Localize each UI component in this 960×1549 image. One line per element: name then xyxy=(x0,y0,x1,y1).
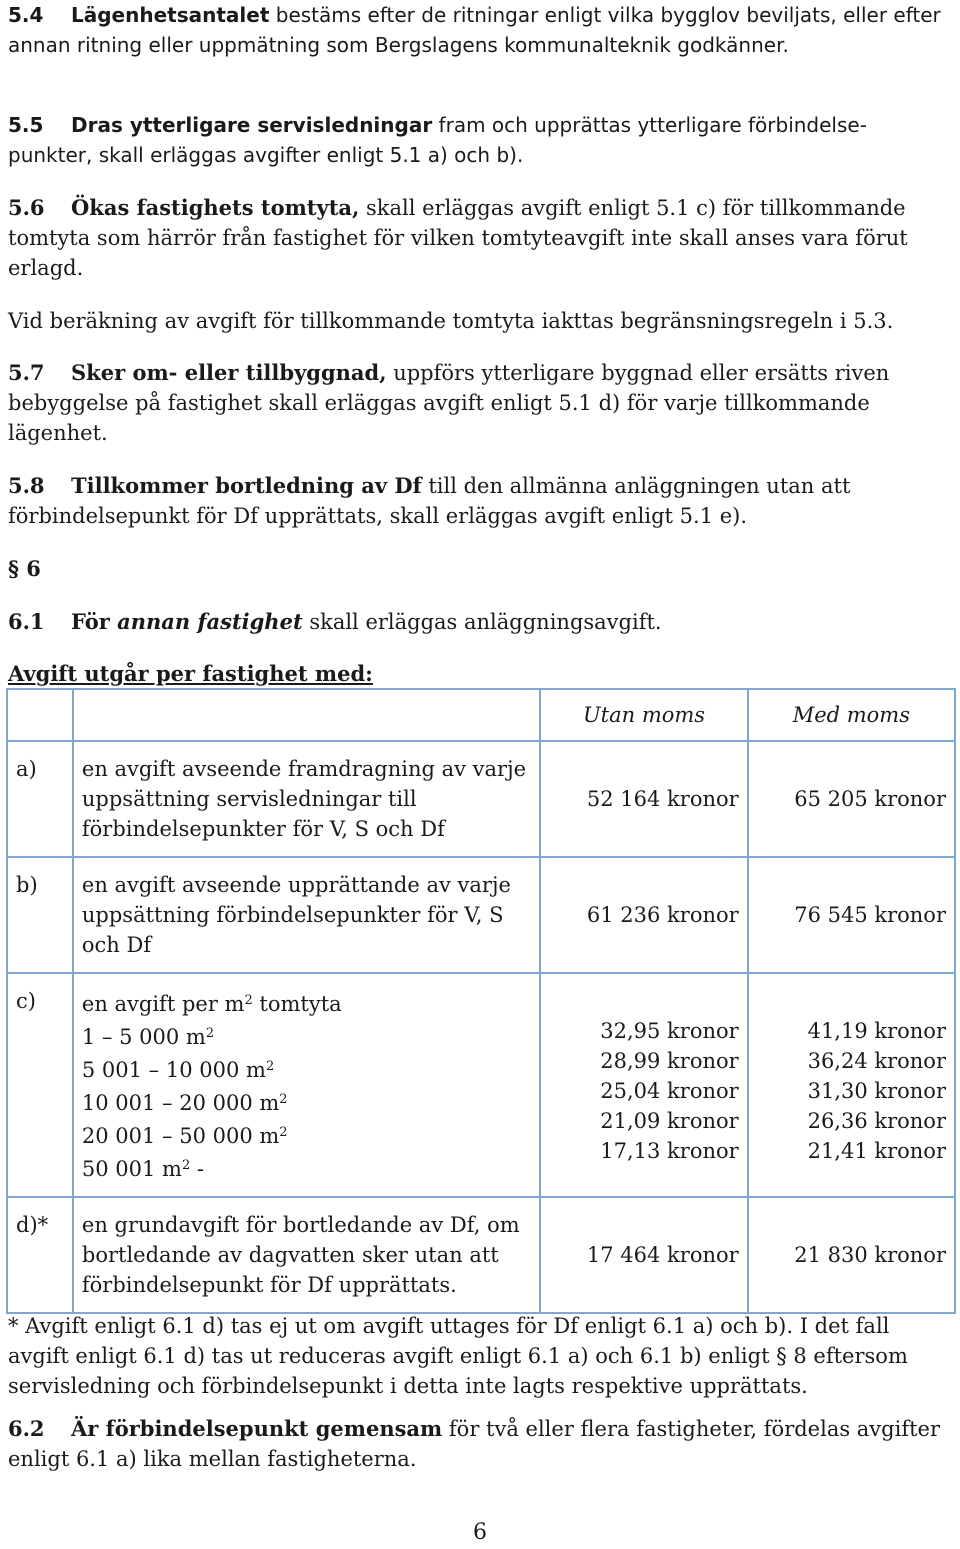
tier-range xyxy=(82,1019,532,1052)
tier-range-text: 1 – 5 000 m xyxy=(81,1025,206,1049)
row-label: a) xyxy=(7,741,73,857)
amount-incl-vat: 21 830 kronor xyxy=(748,1197,955,1313)
clause-text: skall erläggas avgift enligt 5.1 c) för tillkommande tomtyta som härrör från fastighet för vilken tomtyteavgift inte skall anses vara förut erlagd. xyxy=(8,196,908,280)
table-row xyxy=(7,857,955,973)
tier-range-text: 10 001 – 20 000 m xyxy=(81,1091,280,1115)
paragraph-5-5 xyxy=(8,110,948,170)
tier-intro-text: tomtyta xyxy=(252,992,342,1016)
clause-number: 6.1 xyxy=(8,609,45,634)
clause-heading: Sker om- eller tillbyggnad, xyxy=(71,360,387,385)
table-row xyxy=(7,973,955,1197)
unit-superscript: 2 xyxy=(205,1026,215,1041)
row-description xyxy=(73,973,541,1197)
clause-heading: För xyxy=(71,609,118,634)
clause-text: uppförs ytterligare byggnad eller ersätts riven bebyggelse på fastighet skall erläggas avgift enligt 5.1 d) för varje tillkommande lägenhet. xyxy=(8,361,890,445)
clause-text: fram och upprättas ytterligare förbindelse-punkter, skall erläggas avgifter enligt 5.1 a) och b). xyxy=(8,113,867,167)
unit-superscript: 2 xyxy=(244,993,253,1008)
amount-excl-vat: 17 464 kronor xyxy=(540,1197,747,1313)
amount-incl-vat: 21,41 kronor xyxy=(807,1139,946,1163)
table-row xyxy=(7,1197,955,1313)
amount-excl-vat: 32,95 kronor xyxy=(600,1019,739,1043)
amount-excl-vat: 61 236 kronor xyxy=(540,857,747,973)
fee-table xyxy=(6,688,956,1314)
table-header-row xyxy=(7,689,955,741)
amount-incl-vat: 26,36 kronor xyxy=(807,1109,946,1133)
amount-incl-vat: 31,30 kronor xyxy=(807,1079,946,1103)
header-excl-vat: Utan moms xyxy=(540,689,747,741)
amount-incl-vat-tiers xyxy=(748,973,955,1197)
header-incl-vat: Med moms xyxy=(748,689,955,741)
paragraph-5-6-note: Vid beräkning av avgift för tillkommande tomtyta iakttas begränsningsregeln i 5.3. xyxy=(8,309,894,333)
table-heading: Avgift utgår per fastighet med: xyxy=(8,661,373,686)
row-label: b) xyxy=(7,857,73,973)
paragraph-6-2 xyxy=(8,1414,948,1474)
amount-excl-vat: 28,99 kronor xyxy=(600,1049,739,1073)
header-empty-cell xyxy=(73,689,541,741)
clause-heading: Lägenhetsantalet xyxy=(71,3,270,27)
clause-number: 5.5 xyxy=(8,113,44,137)
clause-heading: Är förbindelsepunkt gemensam xyxy=(71,1416,443,1441)
tier-range-text: 5 001 – 10 000 m xyxy=(81,1058,266,1082)
unit-superscript: 2 xyxy=(279,1092,288,1107)
amount-incl-vat: 36,24 kronor xyxy=(807,1049,946,1073)
tier-intro-text: en avgift per m xyxy=(81,992,245,1016)
amount-incl-vat: 41,19 kronor xyxy=(807,1019,946,1043)
clause-number: 5.4 xyxy=(8,3,44,27)
amount-incl-vat: 65 205 kronor xyxy=(748,741,955,857)
paragraph-6-1 xyxy=(8,607,948,637)
paragraph-5-6 xyxy=(8,193,948,283)
clause-heading: Tillkommer bortledning av Df xyxy=(71,473,422,498)
amount-excl-vat: 21,09 kronor xyxy=(600,1109,739,1133)
clause-text: för två eller flera fastigheter, fördelas avgifter enligt 6.1 a) lika mellan fastigheterna. xyxy=(8,1417,941,1471)
unit-superscript: 2 xyxy=(181,1158,191,1173)
tier-range xyxy=(82,1052,532,1085)
clause-heading-emphasis: annan fastighet xyxy=(117,609,303,634)
tier-range xyxy=(82,1118,532,1151)
section-heading: § 6 xyxy=(8,556,41,581)
paragraph-5-7 xyxy=(8,358,948,448)
paragraph-5-4 xyxy=(8,0,948,60)
paragraph-5-8 xyxy=(8,471,948,531)
tier-range-suffix: - xyxy=(190,1157,205,1181)
amount-excl-vat: 17,13 kronor xyxy=(600,1139,739,1163)
tier-range xyxy=(82,1151,532,1184)
header-empty-cell xyxy=(7,689,73,741)
clause-text: bestäms efter de ritningar enligt vilka bygglov beviljats, eller efter annan ritning eller uppmätning som Bergslagens kommunalteknik godkänner. xyxy=(8,3,941,57)
clause-number: 5.6 xyxy=(8,195,45,220)
clause-text: till den allmänna anläggningen utan att förbindelsepunkt för Df upprättats, skall erläggas avgift enligt 5.1 e). xyxy=(8,474,851,528)
clause-heading: Ökas fastighets tomtyta, xyxy=(71,195,360,220)
unit-superscript: 2 xyxy=(279,1125,288,1140)
clause-text: skall erläggas anläggningsavgift. xyxy=(302,610,662,634)
clause-number: 5.8 xyxy=(8,473,45,498)
clause-number: 5.7 xyxy=(8,360,45,385)
row-label: c) xyxy=(7,973,73,1197)
table-row xyxy=(7,741,955,857)
tier-range-text: 20 001 – 50 000 m xyxy=(81,1124,280,1148)
row-description: en grundavgift för bortledande av Df, om bortledande av dagvatten sker utan att förbindelsepunkt för Df upprättats. xyxy=(73,1197,541,1313)
tier-range-text: 50 001 m xyxy=(81,1157,182,1181)
row-description: en avgift avseende framdragning av varje uppsättning servisledningar till förbindelsepunkter för V, S och Df xyxy=(73,741,541,857)
clause-number: 6.2 xyxy=(8,1416,45,1441)
tier-range xyxy=(82,1085,532,1118)
tier-intro xyxy=(82,986,532,1019)
page-number: 6 xyxy=(473,1520,487,1545)
row-description: en avgift avseende upprättande av varje uppsättning förbindelsepunkter för V, S och Df xyxy=(73,857,541,973)
amount-excl-vat: 25,04 kronor xyxy=(600,1079,739,1103)
clause-heading: Dras ytterligare servisledningar xyxy=(71,113,433,137)
unit-superscript: 2 xyxy=(265,1059,275,1074)
amount-excl-vat: 52 164 kronor xyxy=(540,741,747,857)
amount-incl-vat: 76 545 kronor xyxy=(748,857,955,973)
row-label: d)* xyxy=(7,1197,73,1313)
amount-excl-vat-tiers xyxy=(540,973,747,1197)
table-footnote: * Avgift enligt 6.1 d) tas ej ut om avgift uttages för Df enligt 6.1 a) och b). I det fall avgift enligt 6.1 d) tas ut reduceras avgift enligt 6.1 a) och 6.1 b) enligt § 8 eftersom servisledning och förbindelsepunkt i detta inte lagts respektive upprättats. xyxy=(8,1314,908,1398)
